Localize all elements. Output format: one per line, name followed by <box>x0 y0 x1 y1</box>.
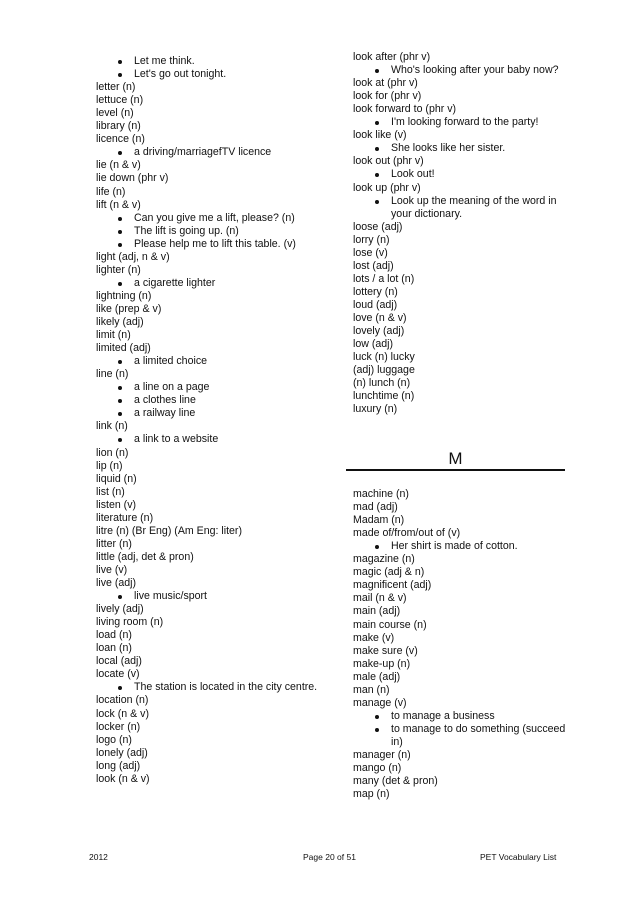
vocabulary-entry: mad (adj) <box>353 501 398 514</box>
vocabulary-entry: magazine (n) <box>353 553 415 566</box>
example-sentence: I'm looking forward to the party! <box>391 116 539 129</box>
vocabulary-entry: light (adj, n & v) <box>96 250 170 263</box>
vocabulary-entry: loose (adj) <box>353 220 403 233</box>
vocabulary-entry: living room (n) <box>96 616 164 629</box>
bullet-icon <box>118 595 122 599</box>
footer-title: PET Vocabulary List <box>480 852 557 862</box>
bullet-icon <box>375 728 379 732</box>
vocabulary-entry: make sure (v) <box>353 644 418 657</box>
bullet-icon <box>375 173 379 177</box>
vocabulary-entry: like (prep & v) <box>96 302 162 315</box>
vocabulary-entry: local (adj) <box>96 655 142 668</box>
vocabulary-entry: lip (n) <box>96 459 123 472</box>
vocabulary-entry: lie (n & v) <box>96 159 141 172</box>
vocabulary-entry: male (adj) <box>353 670 401 683</box>
vocabulary-entry: low (adj) <box>353 338 394 351</box>
vocabulary-entry: magnificent (adj) <box>353 579 432 592</box>
bullet-icon <box>375 121 379 125</box>
vocabulary-entry: letter (n) <box>96 81 136 94</box>
vocabulary-entry: licence (n) <box>96 133 145 146</box>
vocabulary-entry: litre (n) (Br Eng) (Am Eng: liter) <box>96 524 242 537</box>
bullet-icon <box>118 412 122 416</box>
bullet-icon <box>375 147 379 151</box>
example-sentence: Please help me to lift this table. (v) <box>134 237 296 250</box>
example-sentence: a limited choice <box>134 355 208 368</box>
vocabulary-entry: map (n) <box>353 788 390 801</box>
vocabulary-entry: Madam (n) <box>353 514 405 527</box>
example-sentence: Let's go out tonight. <box>134 68 227 81</box>
vocabulary-entry: man (n) <box>353 683 390 696</box>
vocabulary-entry: lively (adj) <box>96 603 144 616</box>
bullet-icon <box>118 217 122 221</box>
example-sentence: live music/sport <box>134 590 207 603</box>
vocabulary-entry: line (n) <box>96 368 129 381</box>
example-sentence: She looks like her sister. <box>391 142 506 155</box>
vocabulary-entry: mail (n & v) <box>353 592 407 605</box>
vocabulary-entry: look out (phr v) <box>353 155 424 168</box>
vocabulary-entry: magic (adj & n) <box>353 566 425 579</box>
vocabulary-entry: little (adj, det & pron) <box>96 550 194 563</box>
example-continuation: your dictionary. <box>391 207 463 220</box>
bullet-icon <box>118 60 122 64</box>
example-sentence: a line on a page <box>134 381 210 394</box>
vocabulary-entry: logo (n) <box>96 733 132 746</box>
vocabulary-entry: lonely (adj) <box>96 746 148 759</box>
vocabulary-entry: many (det & pron) <box>353 775 438 788</box>
vocabulary-entry: live (adj) <box>96 577 137 589</box>
bullet-icon <box>118 243 122 247</box>
vocabulary-entry: list (n) <box>96 485 125 498</box>
vocabulary-entry: long (adj) <box>96 759 141 772</box>
vocabulary-entry: library (n) <box>96 120 141 133</box>
example-sentence: Her shirt is made of cotton. <box>391 540 518 553</box>
bullet-icon <box>118 73 122 77</box>
vocabulary-entry: lighter (n) <box>96 263 141 276</box>
vocabulary-entry: lightning (n) <box>96 289 152 302</box>
vocabulary-entry: look for (phr v) <box>353 90 422 103</box>
vocabulary-entry: loud (adj) <box>353 298 398 311</box>
example-sentence: Look out! <box>391 168 435 181</box>
vocabulary-entry: look like (v) <box>353 129 407 142</box>
vocabulary-entry: made of/from/out of (v) <box>353 527 461 540</box>
vocabulary-entry: luxury (n) <box>353 403 398 416</box>
section-heading: M <box>448 449 463 468</box>
vocabulary-entry: lift (n & v) <box>96 198 141 211</box>
vocabulary-entry: make (v) <box>353 631 395 644</box>
vocabulary-entry: lottery (n) <box>353 285 398 298</box>
vocabulary-entry: lots / a lot (n) <box>353 272 415 285</box>
vocabulary-entry: main (adj) <box>353 605 401 618</box>
vocabulary-entry: link (n) <box>96 420 128 433</box>
bullet-icon <box>118 386 122 390</box>
vocabulary-entry: make-up (n) <box>353 657 411 670</box>
vocabulary-entry: limit (n) <box>96 329 131 342</box>
example-sentence: Let me think. <box>134 55 195 67</box>
bullet-icon <box>375 715 379 719</box>
example-sentence: a railway line <box>134 407 196 420</box>
bullet-icon <box>118 686 122 690</box>
example-sentence: Look up the meaning of the word in <box>391 194 557 207</box>
vocabulary-entry: live (v) <box>96 563 128 576</box>
vocabulary-entry: machine (n) <box>353 488 409 500</box>
bullet-icon <box>375 69 379 73</box>
vocabulary-entry: lettuce (n) <box>96 94 144 107</box>
example-sentence: a clothes line <box>134 394 196 407</box>
example-sentence: a link to a website <box>134 433 219 446</box>
vocabulary-entry: lunchtime (n) <box>353 390 415 403</box>
bullet-icon <box>118 151 122 155</box>
example-sentence: to manage a business <box>391 709 495 722</box>
vocabulary-entry: load (n) <box>96 629 132 642</box>
bullet-icon <box>375 200 379 204</box>
vocabulary-entry: limited (adj) <box>96 342 151 355</box>
vocabulary-entry: likely (adj) <box>96 316 144 328</box>
bullet-icon <box>118 230 122 234</box>
bullet-icon <box>118 438 122 442</box>
vocabulary-entry: life (n) <box>96 185 126 198</box>
vocabulary-entry: location (n) <box>96 694 149 707</box>
vocabulary-entry: lose (v) <box>353 246 388 259</box>
vocabulary-entry: look up (phr v) <box>353 181 421 194</box>
vocabulary-entry: mango (n) <box>353 762 402 775</box>
vocabulary-entry: look forward to (phr v) <box>353 103 457 116</box>
vocabulary-entry: litter (n) <box>96 537 132 550</box>
example-sentence: Who's looking after your baby now? <box>391 64 559 77</box>
vocabulary-entry: locate (v) <box>96 668 140 681</box>
vocabulary-entry: look at (phr v) <box>353 77 418 90</box>
vocabulary-entry: look after (phr v) <box>353 51 431 63</box>
vocabulary-entry: love (n & v) <box>353 312 407 324</box>
bullet-icon <box>118 399 122 403</box>
vocabulary-entry: luck (n) lucky <box>353 351 415 364</box>
bullet-icon <box>375 545 379 549</box>
example-sentence: a driving/marriagefTV licence <box>134 146 272 159</box>
vocabulary-entry: liquid (n) <box>96 472 137 485</box>
vocabulary-entry: lost (adj) <box>353 259 394 272</box>
vocabulary-entry: main course (n) <box>353 618 427 631</box>
vocabulary-entry: lorry (n) <box>353 233 390 246</box>
vocabulary-entry: locker (n) <box>96 720 141 733</box>
vocabulary-entry: lie down (phr v) <box>96 172 169 185</box>
example-sentence: to manage to do something (succeed <box>391 722 566 735</box>
example-sentence: Can you give me a lift, please? (n) <box>134 211 295 224</box>
vocabulary-entry: (n) lunch (n) <box>353 377 411 390</box>
vocabulary-entry: literature (n) <box>96 511 154 524</box>
vocabulary-entry: lion (n) <box>96 446 129 459</box>
vocabulary-entry: listen (v) <box>96 498 137 511</box>
bullet-icon <box>118 360 122 364</box>
vocabulary-entry: level (n) <box>96 107 134 120</box>
example-continuation: in) <box>391 735 403 748</box>
vocabulary-entry: manage (v) <box>353 696 407 709</box>
vocabulary-entry: lock (n & v) <box>96 707 149 720</box>
example-sentence: a cigarette lighter <box>134 276 216 289</box>
footer-year: 2012 <box>89 852 108 862</box>
vocabulary-entry: loan (n) <box>96 642 132 655</box>
section-rule <box>346 469 565 471</box>
footer-page-number: Page 20 of 51 <box>303 852 356 862</box>
vocabulary-entry: look (n & v) <box>96 772 150 785</box>
example-sentence: The lift is going up. (n) <box>134 224 239 237</box>
vocabulary-entry: (adj) luggage <box>353 364 415 377</box>
bullet-icon <box>118 282 122 286</box>
example-sentence: The station is located in the city centre. <box>134 681 318 694</box>
vocabulary-entry: lovely (adj) <box>353 325 405 338</box>
vocabulary-entry: manager (n) <box>353 749 411 761</box>
